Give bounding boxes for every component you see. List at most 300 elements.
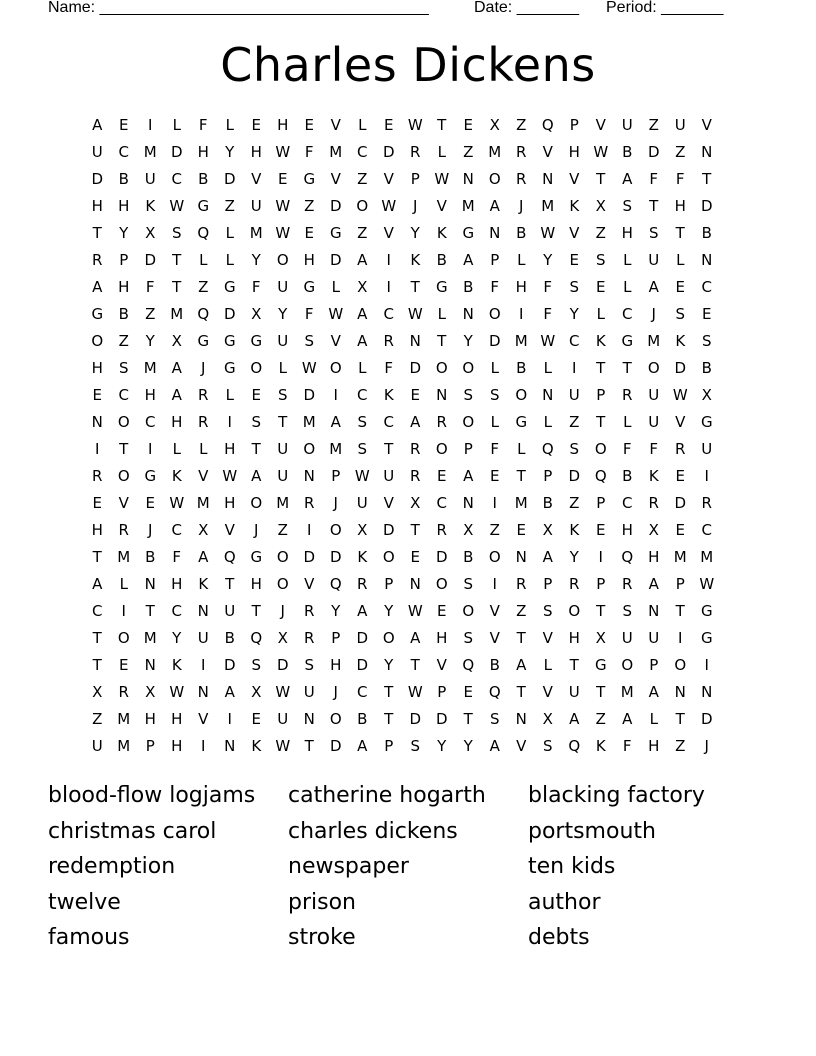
grid-letter: O xyxy=(488,548,501,566)
grid-letter: U xyxy=(383,467,395,485)
grid-letter: B xyxy=(622,467,633,485)
grid-letter: O xyxy=(462,413,475,431)
grid-letter: L xyxy=(676,251,685,269)
grid-letter: E xyxy=(145,494,155,512)
grid-letter: H xyxy=(171,710,183,728)
grid-letter: A xyxy=(357,602,368,620)
grid-letter: U xyxy=(197,629,209,647)
grid-letter: A xyxy=(357,251,368,269)
grid-letter: S xyxy=(118,359,129,377)
grid-letter: W xyxy=(169,683,185,701)
grid-letter: D xyxy=(356,656,369,674)
grid-letter: V xyxy=(330,332,341,350)
grid-letter: F xyxy=(543,305,553,323)
grid-letter: V xyxy=(489,629,500,647)
grid-letter: X xyxy=(489,116,500,134)
grid-letter: M xyxy=(514,494,528,512)
grid-letter: X xyxy=(251,305,262,323)
grid-letter: R xyxy=(304,494,315,512)
grid-letter: E xyxy=(251,710,261,728)
grid-letter: G xyxy=(700,629,713,647)
grid-letter: E xyxy=(437,467,447,485)
grid-letter: G xyxy=(303,278,316,296)
grid-letter: T xyxy=(596,359,606,377)
grid-letter: T xyxy=(437,332,447,350)
grid-letter: Z xyxy=(145,305,156,323)
grid-letter: W xyxy=(328,305,344,323)
grid-row xyxy=(84,679,747,706)
grid-letter: O xyxy=(276,251,289,269)
grid-row xyxy=(84,706,747,733)
grid-letter: H xyxy=(674,197,686,215)
grid-letter: R xyxy=(701,494,712,512)
grid-letter: N xyxy=(489,224,501,242)
grid-row xyxy=(84,166,747,193)
grid-letter: N xyxy=(674,683,686,701)
grid-letter: L xyxy=(278,359,287,377)
grid-letter: Z xyxy=(118,332,129,350)
grid-letter: L xyxy=(437,143,446,161)
grid-letter: I xyxy=(95,440,100,458)
grid-letter: I xyxy=(121,602,126,620)
grid-letter: D xyxy=(303,386,316,404)
grid-letter: A xyxy=(171,359,182,377)
grid-row xyxy=(84,544,747,571)
grid-letter: D xyxy=(170,143,183,161)
grid-letter: L xyxy=(623,251,632,269)
grid-letter: B xyxy=(542,494,553,512)
grid-letter: Y xyxy=(251,251,261,269)
grid-letter: K xyxy=(171,656,182,674)
grid-letter: Y xyxy=(463,332,473,350)
grid-letter: F xyxy=(198,116,208,134)
grid-letter: E xyxy=(463,683,473,701)
grid-letter: B xyxy=(516,359,527,377)
grid-letter: H xyxy=(621,224,633,242)
grid-letter: R xyxy=(198,413,209,431)
grid-letter: H xyxy=(224,494,236,512)
grid-letter: T xyxy=(304,737,314,755)
grid-letter: R xyxy=(357,575,368,593)
grid-letter: Q xyxy=(621,548,634,566)
grid-letter: A xyxy=(357,737,368,755)
grid-letter: S xyxy=(463,629,474,647)
grid-letter: V xyxy=(304,575,315,593)
grid-letter: V xyxy=(198,710,209,728)
grid-letter: A xyxy=(357,332,368,350)
grid-letter: T xyxy=(596,170,606,188)
grid-letter: F xyxy=(649,440,659,458)
grid-letter: X xyxy=(251,683,262,701)
grid-letter: G xyxy=(223,332,236,350)
grid-letter: A xyxy=(198,548,209,566)
grid-letter: A xyxy=(357,305,368,323)
grid-letter: L xyxy=(199,440,208,458)
grid-letter: C xyxy=(171,170,182,188)
grid-letter: U xyxy=(648,386,660,404)
grid-letter: T xyxy=(410,656,420,674)
grid-letter: L xyxy=(358,116,367,134)
grid-letter: R xyxy=(622,386,633,404)
grid-letter: M xyxy=(117,710,131,728)
grid-letter: M xyxy=(196,494,210,512)
grid-letter: I xyxy=(572,359,577,377)
grid-letter: H xyxy=(91,521,103,539)
grid-letter: L xyxy=(543,656,552,674)
grid-letter: I xyxy=(492,575,497,593)
grid-letter: N xyxy=(542,386,554,404)
grid-letter: I xyxy=(227,710,232,728)
grid-letter: S xyxy=(251,413,262,431)
word-list-item: debts xyxy=(528,925,590,950)
grid-letter: J xyxy=(333,494,338,512)
grid-letter: V xyxy=(251,170,262,188)
grid-letter: V xyxy=(383,494,394,512)
grid-letter: E xyxy=(278,170,288,188)
grid-letter: P xyxy=(410,170,420,188)
grid-letter: E xyxy=(410,548,420,566)
grid-letter: A xyxy=(92,575,103,593)
grid-letter: Q xyxy=(541,116,554,134)
grid-letter: Y xyxy=(172,629,182,647)
grid-letter: N xyxy=(462,305,474,323)
grid-letter: T xyxy=(278,413,288,431)
grid-letter: B xyxy=(622,143,633,161)
grid-letter: E xyxy=(702,305,712,323)
grid-letter: F xyxy=(622,737,632,755)
grid-letter: L xyxy=(331,278,340,296)
grid-letter: A xyxy=(92,116,103,134)
grid-letter: F xyxy=(172,548,182,566)
grid-letter: C xyxy=(701,278,712,296)
grid-letter: H xyxy=(330,656,342,674)
grid-letter: D xyxy=(303,548,316,566)
grid-letter: O xyxy=(250,359,263,377)
grid-letter: W xyxy=(672,386,688,404)
grid-letter: Y xyxy=(569,548,579,566)
grid-letter: E xyxy=(490,467,500,485)
grid-letter: O xyxy=(435,440,448,458)
grid-letter: D xyxy=(329,251,342,269)
grid-letter: T xyxy=(675,710,685,728)
grid-letter: T xyxy=(516,629,526,647)
grid-letter: U xyxy=(568,386,580,404)
grid-letter: M xyxy=(302,413,316,431)
grid-letter: V xyxy=(224,521,235,539)
grid-letter: U xyxy=(648,629,660,647)
grid-letter: V xyxy=(383,170,394,188)
grid-letter: G xyxy=(250,332,263,350)
grid-letter: V xyxy=(489,602,500,620)
grid-letter: W xyxy=(275,224,291,242)
grid-letter: H xyxy=(277,116,289,134)
grid-letter: C xyxy=(357,386,368,404)
grid-letter: L xyxy=(517,440,526,458)
grid-letter: S xyxy=(595,251,606,269)
grid-letter: W xyxy=(275,737,291,755)
grid-letter: L xyxy=(358,359,367,377)
grid-letter: O xyxy=(276,548,289,566)
grid-letter: O xyxy=(117,467,130,485)
grid-letter: P xyxy=(596,575,606,593)
grid-letter: F xyxy=(675,170,685,188)
grid-letter: G xyxy=(91,305,104,323)
grid-letter: F xyxy=(251,278,261,296)
grid-letter: H xyxy=(144,386,156,404)
grid-letter: V xyxy=(436,197,447,215)
grid-letter: E xyxy=(384,116,394,134)
grid-letter: R xyxy=(198,386,209,404)
grid-letter: A xyxy=(463,251,474,269)
grid-letter: K xyxy=(436,224,447,242)
grid-letter: G xyxy=(223,359,236,377)
grid-letter: S xyxy=(701,332,712,350)
grid-letter: X xyxy=(701,386,712,404)
grid-letter: V xyxy=(701,116,712,134)
grid-letter: U xyxy=(621,116,633,134)
grid-letter: R xyxy=(92,251,103,269)
grid-letter: D xyxy=(91,170,104,188)
period-field: Period: _______ xyxy=(606,0,724,16)
grid-row xyxy=(84,490,747,517)
grid-letter: K xyxy=(383,386,394,404)
grid-letter: V xyxy=(118,494,129,512)
word-list-item: blacking factory xyxy=(528,783,705,808)
grid-letter: B xyxy=(436,251,447,269)
grid-letter: F xyxy=(649,170,659,188)
grid-row xyxy=(84,193,747,220)
word-list-item: prison xyxy=(288,889,356,915)
grid-letter: Y xyxy=(384,602,394,620)
grid-letter: V xyxy=(675,413,686,431)
word-list-item: blood-flow logjams xyxy=(48,783,256,808)
grid-letter: N xyxy=(197,602,209,620)
grid-letter: N xyxy=(197,683,209,701)
grid-letter: O xyxy=(647,359,660,377)
grid-letter: B xyxy=(463,278,474,296)
grid-letter: O xyxy=(568,602,581,620)
grid-letter: U xyxy=(277,278,289,296)
grid-letter: Y xyxy=(569,305,579,323)
grid-letter: K xyxy=(648,467,659,485)
word-list-item: portsmouth xyxy=(528,818,656,844)
grid-letter: Z xyxy=(648,116,659,134)
grid-letter: T xyxy=(172,251,182,269)
word-list-item: christmas carol xyxy=(48,818,217,844)
grid-letter: T xyxy=(145,602,155,620)
grid-row xyxy=(84,625,747,652)
grid-letter: O xyxy=(462,359,475,377)
grid-letter: W xyxy=(407,602,423,620)
grid-letter: M xyxy=(143,629,157,647)
grid-letter: M xyxy=(117,737,131,755)
grid-letter: K xyxy=(410,251,421,269)
grid-letter: Q xyxy=(541,440,554,458)
grid-letter: K xyxy=(595,737,606,755)
grid-letter: C xyxy=(383,413,394,431)
grid-letter: U xyxy=(250,197,262,215)
grid-letter: U xyxy=(303,683,315,701)
grid-letter: C xyxy=(383,305,394,323)
grid-letter: S xyxy=(251,656,262,674)
grid-letter: L xyxy=(119,575,128,593)
grid-letter: R xyxy=(516,170,527,188)
grid-letter: R xyxy=(675,440,686,458)
grid-letter: M xyxy=(647,332,661,350)
grid-letter: N xyxy=(409,575,421,593)
grid-letter: H xyxy=(144,710,156,728)
grid-letter: B xyxy=(701,359,712,377)
grid-letter: T xyxy=(92,656,102,674)
grid-letter: T xyxy=(516,467,526,485)
grid-letter: H xyxy=(171,413,183,431)
grid-letter: J xyxy=(280,602,285,620)
grid-letter: E xyxy=(569,251,579,269)
grid-letter: L xyxy=(543,413,552,431)
grid-letter: C xyxy=(92,602,103,620)
grid-letter: H xyxy=(303,251,315,269)
grid-letter: R xyxy=(516,143,527,161)
grid-letter: Z xyxy=(489,521,500,539)
grid-letter: W xyxy=(593,143,609,161)
grid-letter: E xyxy=(675,521,685,539)
grid-letter: V xyxy=(569,224,580,242)
grid-letter: J xyxy=(704,737,709,755)
grid-letter: T xyxy=(622,359,632,377)
grid-letter: O xyxy=(303,440,316,458)
grid-letter: D xyxy=(382,143,395,161)
grid-letter: Y xyxy=(463,737,473,755)
grid-letter: W xyxy=(540,332,556,350)
grid-letter: A xyxy=(489,197,500,215)
grid-letter: Q xyxy=(329,575,342,593)
grid-letter: G xyxy=(515,413,528,431)
grid-letter: H xyxy=(171,737,183,755)
grid-letter: C xyxy=(118,386,129,404)
grid-letter: N xyxy=(462,494,474,512)
grid-letter: I xyxy=(598,548,603,566)
grid-letter: D xyxy=(647,143,660,161)
page-title: Charles Dickens xyxy=(220,38,596,92)
grid-letter: X xyxy=(357,278,368,296)
grid-letter: P xyxy=(463,440,473,458)
grid-letter: S xyxy=(489,710,500,728)
grid-letter: P xyxy=(649,656,659,674)
grid-letter: L xyxy=(225,251,234,269)
grid-letter: E xyxy=(675,278,685,296)
grid-letter: T xyxy=(596,683,606,701)
grid-letter: M xyxy=(461,197,475,215)
grid-letter: P xyxy=(145,737,155,755)
grid-letter: B xyxy=(701,224,712,242)
grid-letter: E xyxy=(304,224,314,242)
grid-letter: B xyxy=(145,548,156,566)
grid-letter: R xyxy=(622,575,633,593)
grid-letter: T xyxy=(92,629,102,647)
grid-row xyxy=(84,652,747,679)
grid-letter: W xyxy=(540,224,556,242)
grid-letter: H xyxy=(91,359,103,377)
grid-letter: Z xyxy=(277,521,288,539)
grid-letter: D xyxy=(144,251,157,269)
grid-letter: H xyxy=(621,521,633,539)
grid-letter: H xyxy=(118,278,130,296)
grid-letter: H xyxy=(197,143,209,161)
grid-letter: N xyxy=(701,251,713,269)
grid-letter: M xyxy=(143,143,157,161)
grid-row xyxy=(84,598,747,625)
grid-letter: M xyxy=(276,494,290,512)
grid-letter: P xyxy=(331,629,341,647)
grid-letter: R xyxy=(436,413,447,431)
grid-letter: L xyxy=(517,251,526,269)
grid-letter: W xyxy=(699,575,715,593)
grid-letter: T xyxy=(569,656,579,674)
grid-letter: R xyxy=(118,521,129,539)
grid-letter: P xyxy=(596,386,606,404)
grid-letter: R xyxy=(410,467,421,485)
grid-letter: J xyxy=(148,521,153,539)
grid-letter: V xyxy=(330,170,341,188)
grid-letter: T xyxy=(410,521,420,539)
grid-letter: X xyxy=(198,521,209,539)
grid-letter: Z xyxy=(516,116,527,134)
grid-letter: D xyxy=(329,737,342,755)
grid-letter: E xyxy=(304,116,314,134)
grid-letter: B xyxy=(489,656,500,674)
grid-letter: H xyxy=(648,548,660,566)
grid-row xyxy=(84,382,747,409)
grid-letter: L xyxy=(225,386,234,404)
grid-letter: D xyxy=(382,521,395,539)
grid-letter: N xyxy=(144,656,156,674)
grid-letter: R xyxy=(410,440,421,458)
grid-letter: Y xyxy=(119,224,129,242)
grid-letter: O xyxy=(435,575,448,593)
grid-letter: U xyxy=(568,683,580,701)
grid-letter: U xyxy=(277,467,289,485)
grid-letter: U xyxy=(277,332,289,350)
grid-letter: M xyxy=(541,197,555,215)
grid-letter: X xyxy=(595,197,606,215)
grid-letter: H xyxy=(436,629,448,647)
grid-letter: K xyxy=(198,575,209,593)
grid-letter: D xyxy=(409,359,422,377)
grid-letter: K xyxy=(251,737,262,755)
grid-letter: I xyxy=(307,521,312,539)
grid-letter: N xyxy=(303,467,315,485)
grid-letter: E xyxy=(675,467,685,485)
grid-letter: W xyxy=(407,116,423,134)
grid-letter: I xyxy=(492,494,497,512)
grid-letter: W xyxy=(434,170,450,188)
grid-letter: D xyxy=(329,548,342,566)
grid-letter: O xyxy=(621,656,634,674)
grid-letter: I xyxy=(201,737,206,755)
grid-letter: P xyxy=(490,251,500,269)
grid-letter: T xyxy=(437,116,447,134)
word-list-item: redemption xyxy=(48,854,176,879)
grid-letter: L xyxy=(437,305,446,323)
word-list-item: author xyxy=(528,889,601,915)
grid-letter: C xyxy=(171,521,182,539)
word-list-item: newspaper xyxy=(288,854,409,879)
grid-letter: C xyxy=(118,143,129,161)
grid-letter: D xyxy=(329,197,342,215)
grid-letter: I xyxy=(148,440,153,458)
grid-letter: A xyxy=(224,683,235,701)
grid-letter: Y xyxy=(384,656,394,674)
